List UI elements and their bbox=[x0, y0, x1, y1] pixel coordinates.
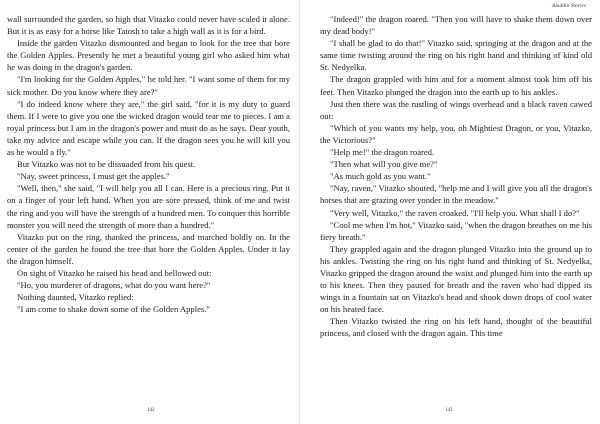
paragraph: Then Vitazko twisted the ring on his left hand, thought of the beautiful princess, and closed with the dragon again. This time bbox=[320, 316, 592, 339]
paragraph: On sight of Vitazko he raised his head and bellowed out: bbox=[17, 267, 212, 278]
page-number-right: 143 bbox=[445, 408, 453, 413]
paragraph: "Well, then," she said, "I will help you all I can. Here is a precious ring. Put it on a finger of your left hand. When you are sore pressed, think of me and twist the ring and you will have the strength of a hundred men. To conquer this horrible monster you will need the strength of more than a hundred." bbox=[7, 183, 290, 230]
paragraph: "Nay, raven," Vitazko shouted, "help me and I will give you all the dragon's horses that are grazing over yonder in the meadow." bbox=[320, 183, 592, 206]
paragraph: "Cool me when I'm hot," Vitazko said, "when the dragon breathes on me his fiery breath." bbox=[320, 219, 592, 242]
paragraph: The dragon grappled with him and for a moment almost took him off his feet. Then Vitazko plunged the dragon into the earth up to his ankles. bbox=[320, 74, 592, 97]
left-page-text bbox=[7, 13, 290, 315]
paragraph: "Which of you wants my help, you, oh Mightiest Dragon, or you, Vitazko, the Victorious?" bbox=[320, 122, 592, 145]
paragraph: "Then what will you give me?" bbox=[330, 159, 438, 170]
right-page-text bbox=[320, 13, 592, 340]
paragraph: "Ho, you murderer of dragons, what do you want here?" bbox=[17, 280, 211, 291]
paragraph: Just then there was the rustling of wings overhead and a black raven cawed out: bbox=[320, 98, 592, 121]
running-head: Aladdin Stories bbox=[551, 3, 586, 9]
paragraph: wall surrounded the garden, so high that Vitazko could never have scaled it alone. But it is as easy for a horse like Tatosh to take a high wall as it is for a bird. bbox=[7, 14, 290, 37]
paragraph: "Very well, Vitazko," the raven croaked. "I'll help you. What shall I do?" bbox=[330, 207, 580, 218]
page-number-left: 142 bbox=[147, 408, 155, 413]
paragraph: Nothing daunted, Vitazko replied: bbox=[17, 292, 134, 303]
paragraph: Vitazko put on the ring, thanked the princess, and marched boldly on. In the center of the garden he found the tree that bore the Golden Apples. Under it lay the dragon himself. bbox=[7, 231, 290, 266]
paragraph: Inside the garden Vitazko dismounted and began to look for the tree that bore the Golden Apples. Presently he met a beautiful young girl who asked him what he was doing in the dragon's garden. bbox=[7, 38, 290, 73]
paragraph: "As much gold as you want." bbox=[330, 171, 431, 182]
paragraph: But Vitazko was not to be dissuaded from his quest. bbox=[17, 159, 196, 170]
right-page bbox=[300, 0, 600, 424]
paragraph: "I'm looking for the Golden Apples," he told her. "I want some of them for my sick mother. Do you know where they are?" bbox=[7, 74, 290, 97]
paragraph: "Indeed!" the dragon roared. "Then you will have to shake them down over my dead body!" bbox=[320, 14, 592, 37]
paragraph: "I am come to shake down some of the Golden Apples." bbox=[17, 304, 210, 315]
paragraph: "I shall be glad to do that!" Vitazko said, springing at the dragon and at the same time twisting around the ring on his right hand and thinking of kind old St. Nedyelka. bbox=[320, 38, 592, 73]
paragraph: "Help me!" the dragon roared. bbox=[330, 147, 435, 158]
paragraph: "I do indeed know where they are," the girl said, "for it is my duty to guard them. If I were to give you one the wicked dragon would tear me to pieces. I am a royal princess but I am in the dragon's power and must do as he says. Dear youth, take my advice and escape while you can. If the dragon sees you he will kill you as he would a fly." bbox=[7, 98, 290, 158]
paragraph: "Nay, sweet princess, I must get the apples." bbox=[17, 171, 170, 182]
paragraph: They grappled again and the dragon plunged Vitazko into the ground up to his ankles. Twisting the ring on his right hand and thinking of St. Nedyelka, Vitazko gripped the dragon around the waist and plunged him into the earth up to his knees. Then they paused for breath and the raven who had dipped its wings in a fountain sat on Vitazko's head and shook down drops of cool water on his heated face. bbox=[320, 243, 592, 315]
